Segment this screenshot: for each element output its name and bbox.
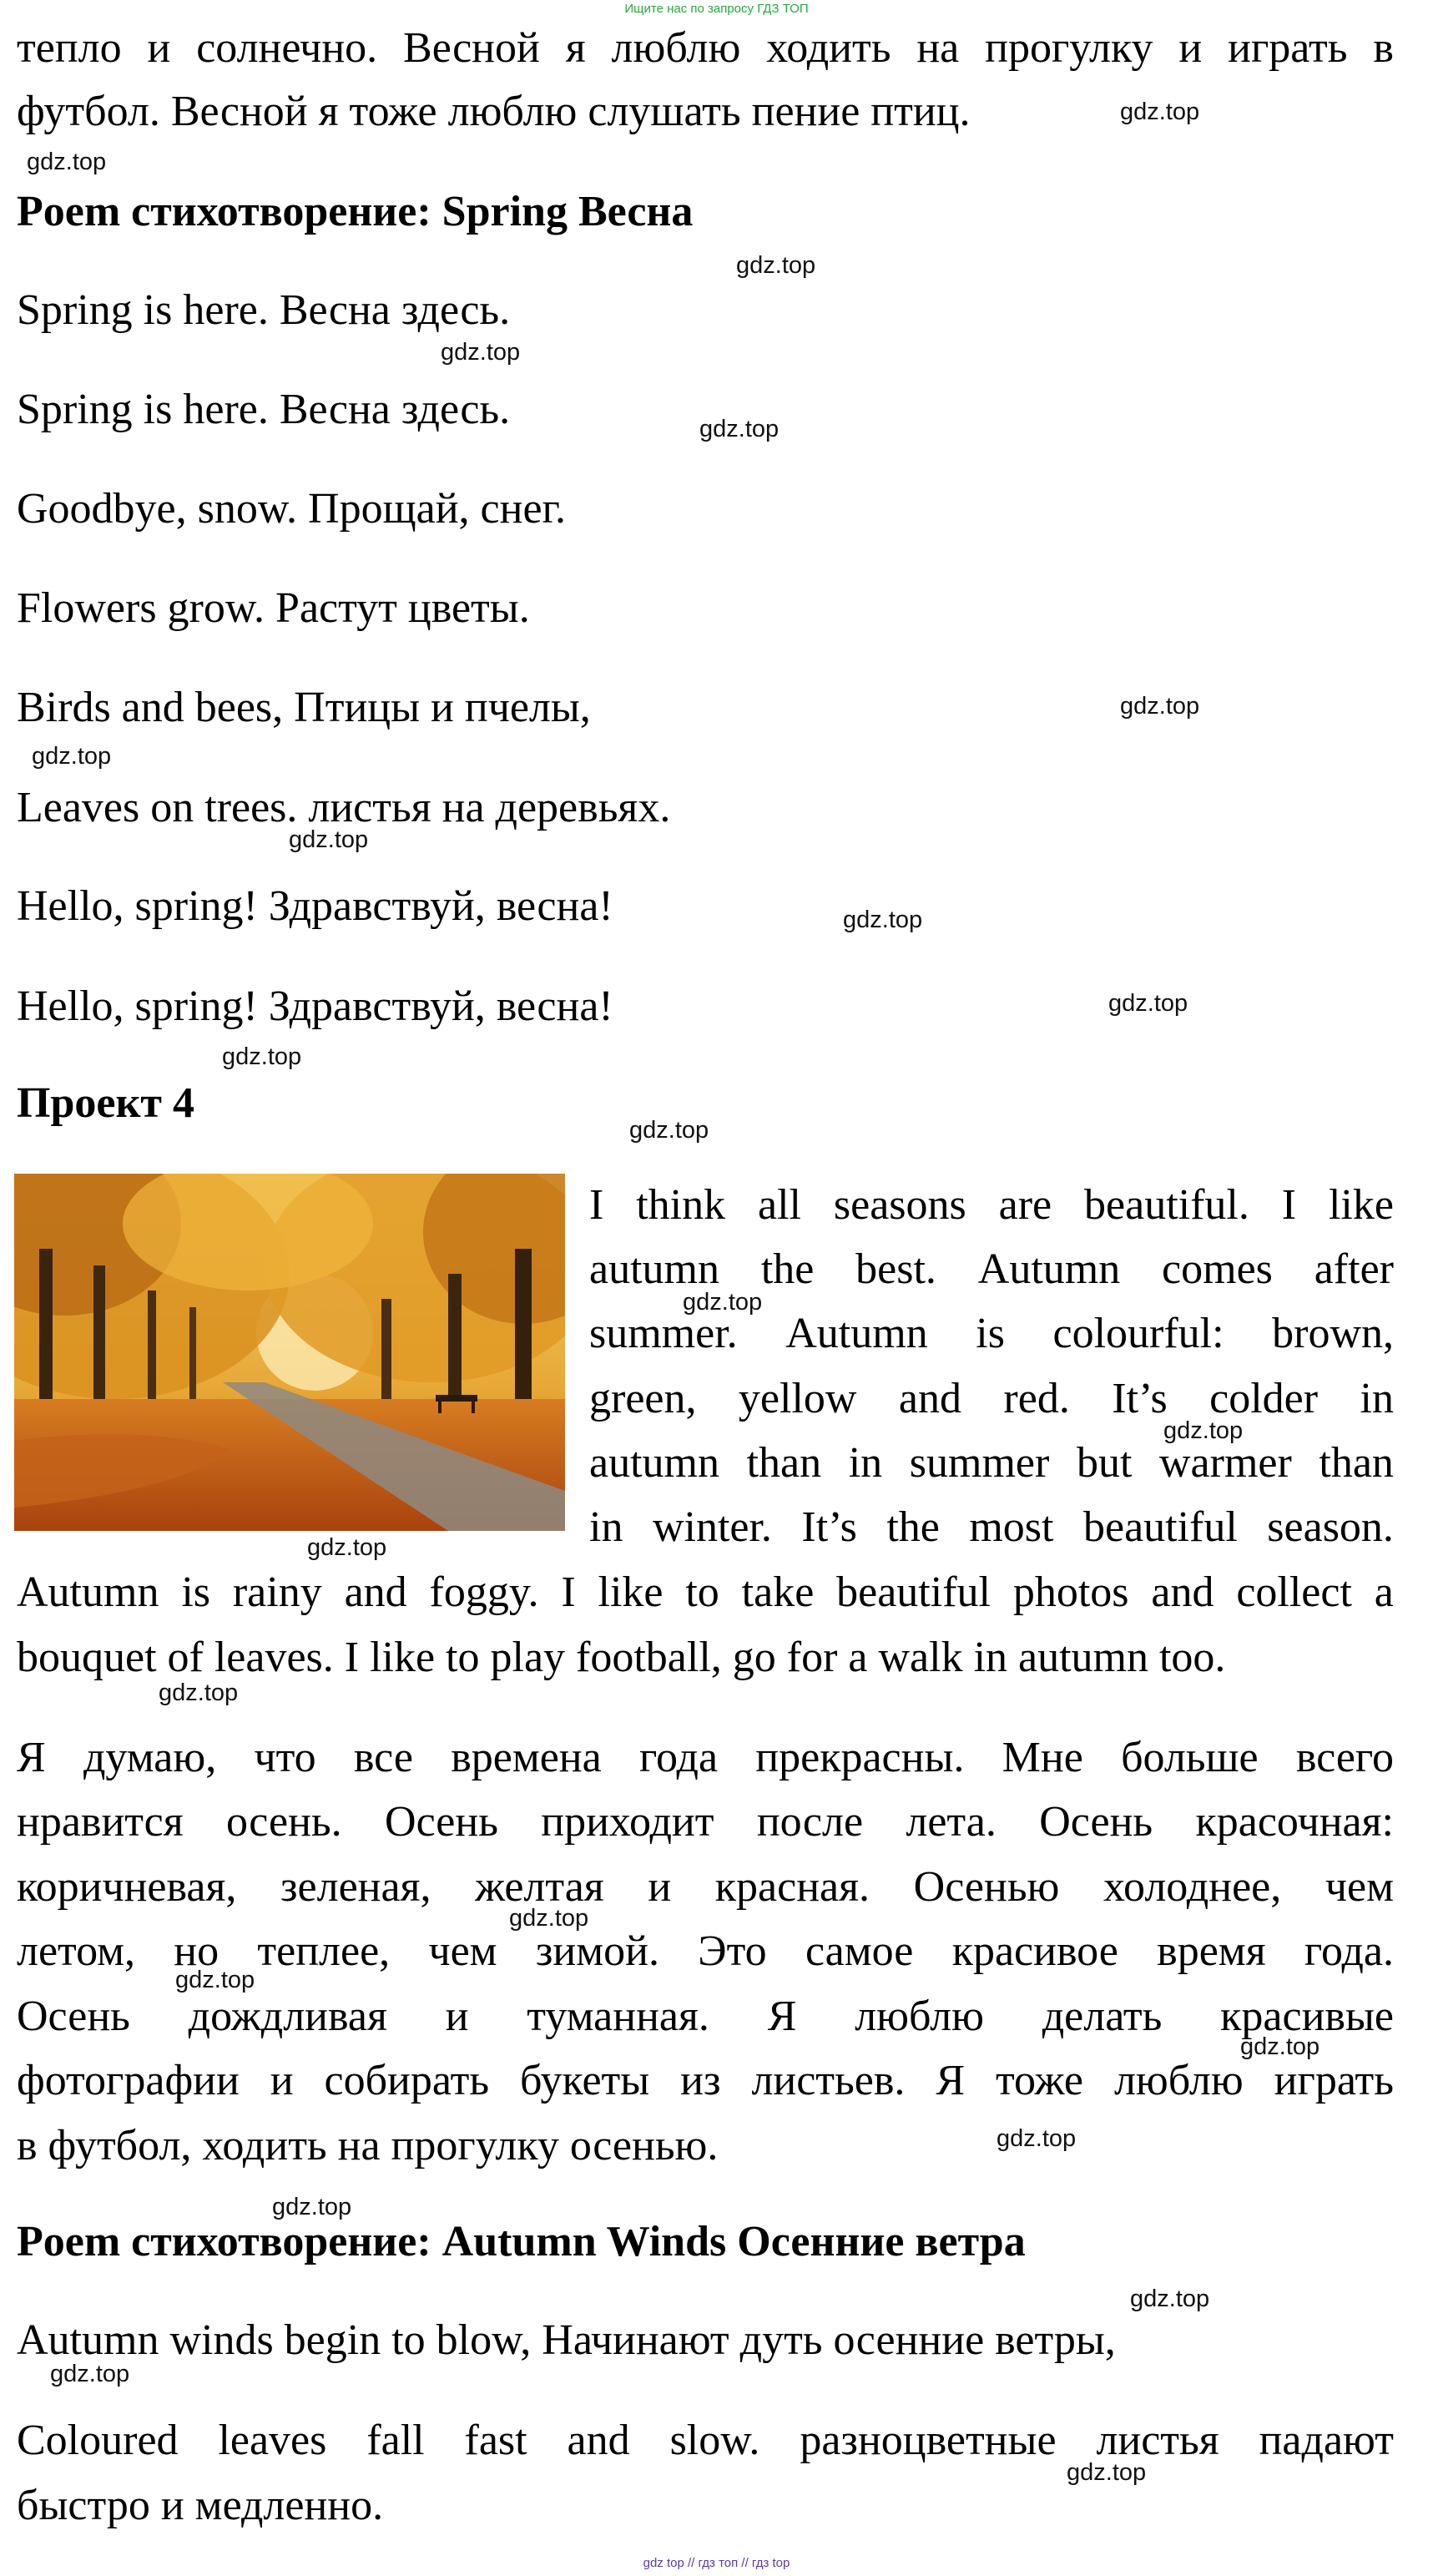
text-line	[589, 1245, 1394, 1293]
text-line	[17, 1863, 1394, 1911]
word: всего	[1295, 1734, 1394, 1781]
word: красивые	[1220, 1993, 1394, 2040]
word: summer	[909, 1439, 1050, 1487]
watermark: gdz.top	[159, 1679, 239, 1706]
word: Autumn	[977, 1245, 1121, 1293]
word: из	[680, 2057, 721, 2104]
poem1-line: Spring is here. Весна здесь.	[17, 286, 511, 334]
watermark: gdz.top	[1108, 990, 1188, 1017]
word: года	[638, 1734, 719, 1781]
word: think	[636, 1181, 726, 1229]
text-line	[17, 1995, 1394, 2038]
word: коричневая,	[17, 1863, 237, 1911]
word: photos	[1012, 1568, 1129, 1616]
word: It’s	[801, 1503, 857, 1551]
word: Coloured	[17, 2417, 179, 2464]
word: green,	[589, 1375, 697, 1422]
word: но	[174, 1927, 219, 1975]
word: is	[181, 1568, 210, 1616]
watermark: gdz.top	[629, 1117, 709, 1144]
word: на	[916, 24, 960, 72]
word: best.	[855, 1245, 936, 1293]
word: Это	[698, 1927, 767, 1975]
word: leaves	[218, 2417, 327, 2464]
header-note: Ищите нас по запросу ГДЗ ТОП	[624, 2, 809, 16]
word: in	[589, 1503, 623, 1551]
word: люблю	[1113, 2057, 1244, 2104]
word: Осень	[17, 1993, 130, 2040]
word: a	[1374, 1568, 1394, 1616]
watermark: gdz.top	[997, 2125, 1077, 2152]
watermark: gdz.top	[307, 1534, 387, 1561]
word: than	[746, 1439, 822, 1487]
watermark: gdz.top	[1067, 2459, 1147, 2486]
word: осень.	[226, 1798, 342, 1846]
word: and	[1151, 1568, 1214, 1616]
poem1-line: Flowers grow. Растут цветы.	[17, 584, 530, 632]
intro-line-2: футбол. Весной я тоже люблю слушать пение птиц.	[17, 88, 971, 135]
word: ходить	[766, 24, 891, 72]
word: Я	[767, 1993, 797, 2040]
word: чем	[428, 1927, 497, 1975]
word: yellow	[738, 1375, 857, 1422]
word: фотографии	[17, 2057, 240, 2104]
word: take	[741, 1568, 815, 1616]
word: most	[969, 1503, 1054, 1551]
word: Я	[17, 1734, 46, 1781]
word: делать	[1042, 1993, 1163, 2040]
word: теплее,	[257, 1927, 391, 1975]
word: to	[685, 1568, 719, 1616]
autumn-park-image	[14, 1174, 565, 1531]
word: и	[445, 1993, 469, 2040]
watermark: gdz.top	[1120, 98, 1200, 125]
footer-note: gdz top // гдз топ // гдз top	[643, 2556, 790, 2570]
word: I	[1281, 1181, 1297, 1229]
word: season.	[1267, 1503, 1394, 1551]
watermark: gdz.top	[699, 416, 780, 442]
word: в	[1373, 24, 1394, 72]
watermark: gdz.top	[1130, 2286, 1210, 2312]
word: прекрасны.	[755, 1734, 965, 1781]
watermark: gdz.top	[683, 1289, 763, 1316]
word: slow.	[669, 2417, 760, 2464]
word: больше	[1121, 1734, 1259, 1781]
word: Осень	[385, 1798, 498, 1846]
word: красная.	[714, 1863, 870, 1911]
watermark: gdz.top	[32, 743, 112, 770]
word: I	[589, 1181, 604, 1229]
word: but	[1076, 1439, 1133, 1487]
word: and	[344, 1568, 407, 1616]
word: than	[1319, 1439, 1394, 1487]
watermark: gdz.top	[509, 1905, 589, 1932]
word: Autumn	[17, 1568, 159, 1616]
word: холоднее,	[1103, 1863, 1282, 1911]
word: I	[561, 1568, 576, 1616]
word: red.	[1003, 1375, 1070, 1422]
word: и	[270, 2057, 294, 2104]
word: чем	[1325, 1863, 1394, 1911]
word: and	[898, 1375, 961, 1422]
word: Осень	[1039, 1798, 1153, 1846]
word: all	[758, 1181, 801, 1229]
text-line	[17, 1736, 1394, 1780]
word: зеленая,	[280, 1863, 431, 1911]
word: warmer	[1159, 1439, 1292, 1487]
word: красивое	[951, 1927, 1118, 1975]
word: играть	[1228, 24, 1348, 72]
word: autumn	[589, 1245, 719, 1293]
word: время	[1157, 1927, 1266, 1975]
poem2-line: Autumn winds begin to blow, Начинают дуть осенние ветры,	[17, 2316, 1116, 2364]
watermark: gdz.top	[1163, 1417, 1244, 1444]
word: in	[848, 1439, 883, 1487]
word: Мне	[1002, 1734, 1083, 1781]
text-line	[589, 1377, 1394, 1421]
word: нравится	[17, 1798, 184, 1846]
word: collect	[1236, 1568, 1352, 1616]
word: and	[567, 2417, 630, 2464]
watermark: gdz.top	[50, 2361, 130, 2387]
word: like	[1328, 1181, 1394, 1229]
text-line	[17, 1568, 1394, 1616]
word: colourful:	[1052, 1310, 1224, 1357]
word: разноцветные	[800, 2417, 1057, 2464]
text-line: в футбол, ходить на прогулку осенью.	[17, 2122, 719, 2169]
word: beautiful.	[1084, 1181, 1249, 1229]
word: It’s	[1112, 1375, 1168, 1422]
poem1-line: Goodbye, snow. Прощай, снег.	[17, 485, 566, 533]
poem1-line: Birds and bees, Птицы и пчелы,	[17, 684, 591, 731]
word: листьев.	[751, 2057, 906, 2104]
watermark: gdz.top	[222, 1043, 302, 1070]
autumn-park-photo	[14, 1174, 565, 1531]
text-line: bouquet of leaves. I like to play football, go for a walk in autumn too.	[17, 1634, 1226, 1681]
word: in	[1360, 1375, 1394, 1422]
word: думаю,	[83, 1734, 217, 1781]
word: autumn	[589, 1439, 719, 1487]
word: люблю	[611, 24, 741, 72]
word: листья	[1096, 2417, 1219, 2464]
word: летом,	[17, 1927, 135, 1975]
poem1-title: Poem стихотворение: Spring Весна	[17, 188, 694, 235]
word: я	[565, 24, 586, 72]
word: beautiful	[1082, 1503, 1238, 1551]
word: the	[886, 1503, 940, 1551]
word: падают	[1259, 2417, 1394, 2464]
word: играть	[1274, 2057, 1394, 2104]
text-line	[17, 2059, 1394, 2103]
word: люблю	[855, 1993, 984, 2040]
word: is	[976, 1310, 1005, 1357]
poem2-line: быстро и медленно.	[17, 2482, 384, 2529]
poem1-line: Spring is here. Весна здесь.	[17, 386, 511, 433]
word: winter.	[652, 1503, 772, 1551]
word: красочная:	[1195, 1798, 1394, 1846]
word: собирать	[324, 2057, 490, 2104]
text-line	[17, 1798, 1394, 1846]
watermark: gdz.top	[272, 2194, 352, 2220]
watermark: gdz.top	[289, 826, 369, 853]
word: букеты	[520, 2057, 650, 2104]
word: тоже	[995, 2057, 1084, 2104]
word: времена	[451, 1734, 602, 1781]
word: самое	[805, 1927, 914, 1975]
word: зимой.	[535, 1927, 659, 1975]
text-line	[589, 1181, 1394, 1229]
project-title: Проект 4	[17, 1079, 194, 1127]
word: after	[1314, 1245, 1394, 1293]
poem2-title: Poem стихотворение: Autumn Winds Осенние ветра	[17, 2218, 1026, 2265]
word: лета.	[906, 1798, 997, 1846]
word: Я	[936, 2057, 965, 2104]
word: солнечно.	[196, 24, 378, 72]
word: тепло	[17, 24, 122, 72]
watermark: gdz.top	[736, 252, 816, 279]
word: приходит	[541, 1798, 714, 1846]
text-line	[589, 1439, 1394, 1487]
word: fall	[366, 2417, 425, 2464]
word: fast	[464, 2417, 527, 2464]
watermark: gdz.top	[27, 149, 107, 175]
word: и	[648, 1863, 672, 1911]
word: туманная.	[527, 1993, 709, 2040]
poem1-line: Leaves on trees. листья на деревьях.	[17, 784, 671, 831]
word: дождливая	[188, 1993, 387, 2040]
word: года.	[1304, 1927, 1394, 1975]
watermark: gdz.top	[441, 339, 521, 366]
intro-line-1	[17, 24, 1394, 72]
word: colder	[1209, 1375, 1319, 1422]
word: rainy	[232, 1568, 322, 1616]
watermark: gdz.top	[175, 1967, 255, 1993]
word: Весной	[403, 24, 540, 72]
word: прогулку	[985, 24, 1153, 72]
watermark: gdz.top	[843, 907, 923, 933]
word: что	[254, 1734, 316, 1781]
text-line	[589, 1312, 1394, 1356]
text-line	[589, 1503, 1394, 1551]
word: beautiful	[836, 1568, 991, 1616]
watermark: gdz.top	[1120, 693, 1200, 720]
word: после	[756, 1798, 864, 1846]
word: like	[598, 1568, 664, 1616]
poem1-line: Hello, spring! Здравствуй, весна!	[17, 982, 613, 1030]
word: Autumn	[785, 1310, 928, 1357]
word: Осенью	[913, 1863, 1060, 1911]
poem2-line	[17, 2419, 1394, 2462]
poem1-line: Hello, spring! Здравствуй, весна!	[17, 882, 613, 930]
word: comes	[1162, 1245, 1273, 1293]
word: и	[147, 24, 171, 72]
word: the	[760, 1245, 815, 1293]
watermark: gdz.top	[1240, 2033, 1320, 2060]
word: brown,	[1272, 1310, 1394, 1357]
word: are	[998, 1181, 1052, 1229]
word: foggy.	[429, 1568, 539, 1616]
word: все	[353, 1734, 413, 1781]
word: seasons	[833, 1181, 966, 1229]
word: и	[1178, 24, 1203, 72]
word: summer.	[589, 1310, 738, 1357]
word: желтая	[475, 1863, 604, 1911]
